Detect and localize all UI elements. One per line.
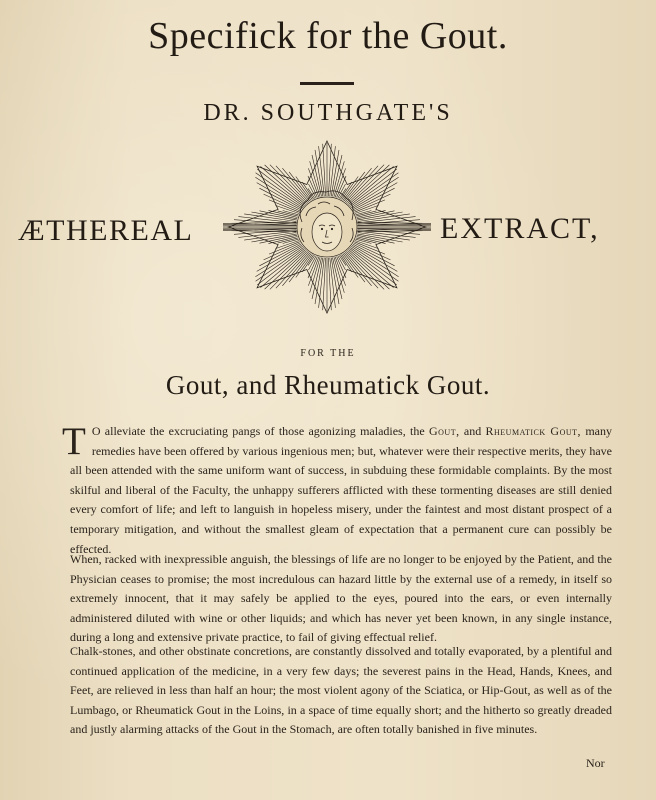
emblem-ray [270, 165, 308, 203]
emblem-ray [353, 188, 395, 210]
emblem-ray [353, 244, 395, 266]
p1-rheumatick: Rheumatick Gout, [485, 424, 582, 438]
emblem-ray [344, 253, 372, 286]
emblem-ray [270, 251, 308, 289]
emblem-ray [269, 242, 300, 254]
sun-face-icon [222, 138, 432, 316]
emblem-ray [259, 188, 301, 210]
subtitle: DR. SOUTHGATE'S [203, 100, 453, 126]
emblem-ray [265, 165, 307, 204]
emblem-ray [355, 241, 379, 249]
word-extract: EXTRACT, [440, 212, 600, 245]
emblem-ray [260, 211, 298, 219]
catchword: Nor [586, 756, 605, 770]
emblem-ray [354, 200, 385, 212]
paragraph-3: Chalk-stones, and other obstinate concretions, are constantly dissolved and totally evaporated, by a plentiful and continued application of the medicine, in a very few days; the severest pains in the Head, Hands, Knees, and Feet, are relieved in less than half an hour; the most violent agony of the Sciatica, or Hip-Gout, as well as of the Lumbago, or Rheumatick Gout in the Loins, in a space of time equally short; and the hitherto so greatly dreaded and justly alarming attacks of the Gout in the Stomach, are often totally banished in five minutes. [70, 644, 612, 737]
p1-and: and [459, 424, 486, 438]
emblem-ray [260, 235, 298, 243]
emblem-ray [348, 166, 393, 204]
emblem-ray [347, 165, 389, 204]
drop-cap: T [62, 420, 86, 463]
section-heading: Gout, and Rheumatick Gout. [165, 370, 491, 400]
emblem-ray [355, 205, 379, 213]
p1-text-a: O alleviate the excruciating pangs of those agonizing maladies, the [91, 424, 429, 438]
emblem-ray [265, 250, 307, 289]
emblem-ray [348, 249, 393, 287]
emblem-ray [354, 242, 385, 254]
paragraph-2: When, racked with inexpressible anguish, the blessings of life are no longer to be enjoyed by the Patient, and the Physician ceases to promise; the most incredulous can hazard little by the external use of a remedy, in itself so extremely innocent, that it may safely be applied to the eyes, poured into the ears, or even internally administered diluted with wine or other liquids; and which has never yet been known, in any single instance, during a long and extensive private practice, to fail of giving effectual relief. [70, 552, 612, 645]
emblem-ray [357, 235, 395, 243]
paragraph-1 [62, 420, 612, 559]
emblem-ray [259, 244, 301, 266]
emblem-ray [282, 253, 310, 286]
emblem-ray [260, 166, 305, 204]
emblem-ray [275, 205, 299, 213]
for-the-label: FOR THE [300, 348, 356, 359]
p1-gout: Gout, [428, 424, 460, 438]
emblem-ray [357, 211, 395, 219]
emblem-ray [260, 249, 305, 287]
word-aethereal: ÆTHEREAL [18, 214, 194, 247]
emblem-ray [344, 168, 372, 201]
emblem-ray [269, 200, 300, 212]
emblem-ray [275, 241, 299, 249]
emblem-ray [282, 168, 310, 201]
emblem-ray [346, 165, 384, 203]
page-title: Specifick for the Gout. [148, 15, 508, 57]
emblem-ray [346, 251, 384, 289]
emblem-ray [347, 250, 389, 289]
title-rule [300, 82, 354, 85]
p1-text-b: many remedies have been offered by various ingenious men; but, whatever were their respective merits, they have all been attended with the same uniform want of success, in subduing these formidable complaints. By the most skilful and liberal of the Faculty, the unhappy sufferers afflicted with these tormenting diseases are still denied every comfort of life; and left to languish in hopeless misery, under the faintest and most distant prospect of a temporary mitigation, and without the smallest gleam of expectation that a permanent cure can possibly be effected. [70, 424, 612, 556]
